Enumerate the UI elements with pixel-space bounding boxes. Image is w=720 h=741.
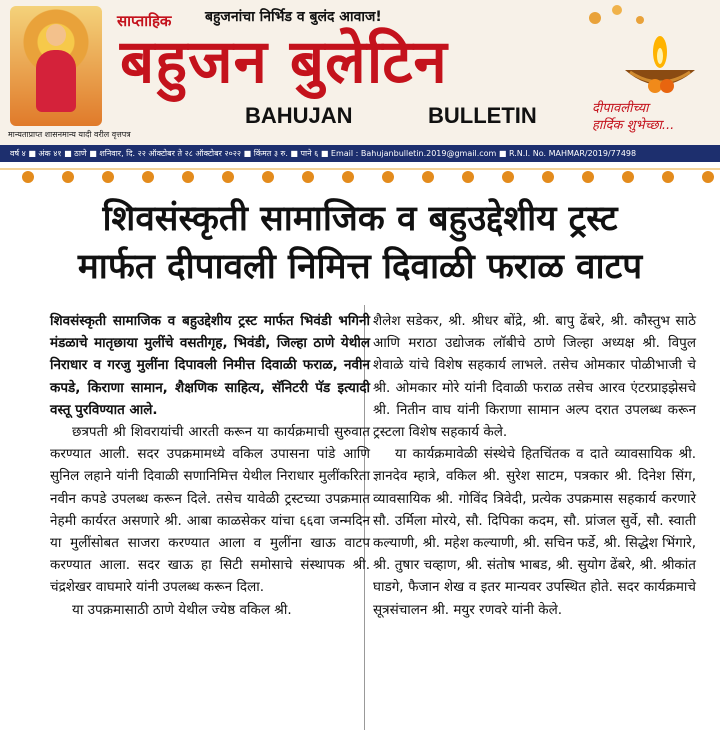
goddess-face [46,24,66,46]
headline-line-1: शिवसंस्कृती सामाजिक व बहुउद्देशीय ट्रस्ट [102,199,618,239]
article-column-left [50,310,370,621]
article-headline [0,195,720,291]
greeting-line-1: दीपावलीच्या [592,101,649,116]
goddess-dress [36,50,76,112]
article-paragraph-4: या कार्यक्रमावेळी संस्थेचे हितचिंतक व दाते व्यावसायिक श्री. ज्ञानदेव म्हात्रे, वकिल श्री. सुरेश साटम, पत्रकार श्री. दिनेश सिंग, व्यावसायिक श्री. गोविंद त्रिवेदी, प्रत्येक उपक्रमास सहकार्य करणारे सौ. उर्मिला मोरये, सौ. दिपिका कदम, सौ. प्रांजल सुर्वे, सौ. स्वाती कल्याणी, श्री. महेश कल्याणी, श्री. सचिन फर्डे, श्री. सिद्धेश भिंगारे, श्री. तुषार चव्हाण, श्री. संतोष भाबड, श्री. सुयोग ढेंबरे, श्री. श्रीकांत घाडगे, फैजान शेख व इतर मान्यवर उपस्थित होते. सदर कार्यक्रमाचे सूत्रसंचालन श्री. मयुर रणवरे यांनी केले. [373,446,696,618]
goddess-image [10,6,102,126]
article-lead: शिवसंस्कृती सामाजिक व बहुउद्देशीय ट्रस्ट मार्फत भिवंडी भगिनी मंडळाचे मातृछाया मुलींचे वसतीगृह, भिवंडी, जिल्हा ठाणे येथील निराधार व गरजु मुलींना दिपावली निमीत्त दिवाळी फराळ, नवीन कपडे, किराणा सामान, शैक्षणिक साहित्य, सॅनिटरी पॅड इत्यादी वस्तू पुरविण्यात आले. [50,313,370,418]
article-column-right [373,310,696,621]
headline-line-2: मार्फत दीपावली निमित्त दिवाळी फराळ वाटप [77,247,643,287]
tagline: बहुजनांचा निर्भिड व बुलंद आवाज! [205,9,382,25]
article-paragraph-2: या उपक्रमासाठी ठाणे येथील ज्येष्ठ वकिल श्री. [72,601,292,618]
newspaper-title-en-1: BAHUJAN [245,103,353,128]
diya-garland-divider [0,163,720,185]
article-paragraph-1: छत्रपती श्री शिवरायांची आरती करून या कार्यक्रमाची सुरुवात करण्यात आली. सदर उपक्रमामध्ये वकिल उपासना पांडे आणि सुनिल लहाने यांनी दिवाळी सणानिमित्त येथील निराधार मुलींकरिता नवीन कपडे उपलब्ध करून दिले. तसेच यावेळी ट्रस्टच्या उपक्रमात नेहमी कार्यरत असणारे श्री. आबा काळसेकर यांचा ६६वा जन्मदिन या मुलींसोबत साजरा करण्यात आला व मुलींना खाऊ वाटप करण्यात आला. सदर खाऊ हा सिटी समोसाचे संस्थापक श्री. चंद्रशेखर वाघमारे यांनी उपलब्ध करून दिला. [50,424,370,596]
newspaper-title-en-2: BULLETIN [428,103,537,128]
weekly-label: साप्ताहिक [117,12,172,30]
recognition-note: मान्यताप्राप्त शासनमान्य यादी वरील वृत्तपत्र [8,130,131,139]
greeting-line-2: हार्दिक शुभेच्छा... [592,118,675,133]
masthead [0,0,720,145]
article-paragraph-3: शैलेश सडेकर, श्री. श्रीधर बोंद्रे, श्री. बापु ढेंबरे, श्री. कौस्तुभ साठे आणि मराठा उद्योजक लॉबीचे ठाणे जिल्हा अध्यक्ष श्री. विपुल शेवाळे यांचे विशेष सहकार्य लाभले. तसेच ओमकार पोळीभाजी चे श्री. ओमकार मोरे यांनी दिवाळी फराळ तसेच आरव एंटरप्राइझेसचे श्री. नितीन वाघ यांनी किराणा सामान अल्प दरात उपलब्ध करून ट्रस्टला विशेष सहकार्य केले. [373,313,696,441]
diwali-greeting [592,100,674,134]
newspaper-title: बहुजन बुलेटिन [120,27,448,97]
issue-info-bar: वर्ष ४ ■ अंक ४१ ■ ठाणे ■ शनिवार, दि. २२ ऑक्टोबर ते २८ ऑक्टोबर २०२२ ■ किंमत ३ रु. ■ पाने ६ ■ Email : Bahujanbulletin.2019@gmail.com ■ R.N.I. No. MAHMAR/2019/77498 [0,145,720,162]
